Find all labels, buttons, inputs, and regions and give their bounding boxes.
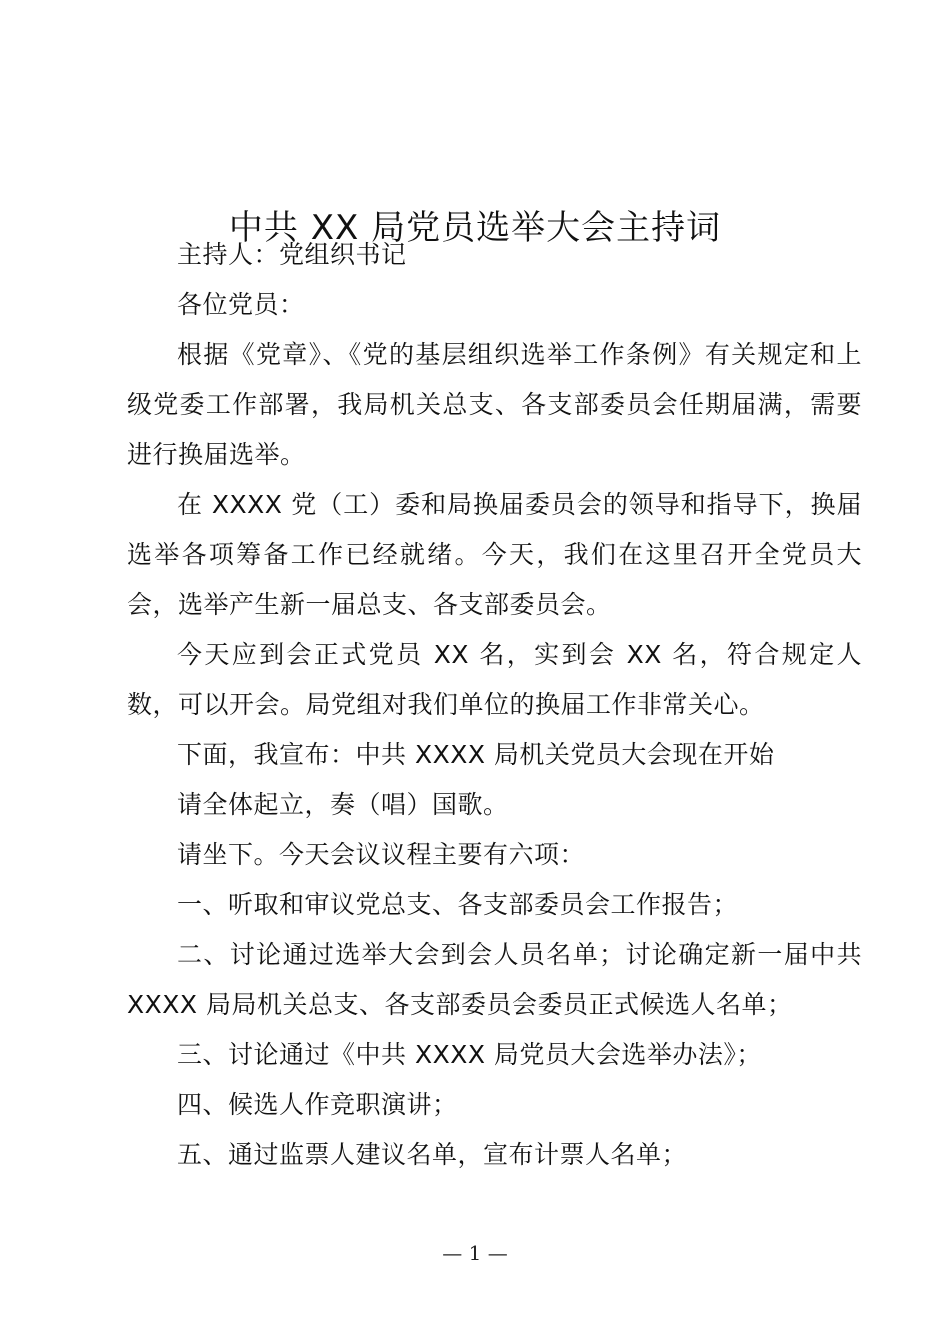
host-line: 主持人：党组织书记: [177, 240, 407, 269]
agenda-item-2: 二、讨论通过选举大会到会人员名单；讨论确定新一届中共 XXXX 局局机关总支、各支部委员会委员正式候选人名单；: [127, 940, 862, 1019]
document-title: 中共 XX 局党员选举大会主持词: [228, 207, 722, 248]
agenda-item-4: 四、候选人作竞职演讲；: [177, 1090, 458, 1119]
page-number: — 1 —: [442, 1241, 508, 1265]
paragraph-agenda-intro: 请坐下。今天会议议程主要有六项：: [177, 840, 586, 869]
paragraph-opening: 下面，我宣布：中共 XXXX 局机关党员大会现在开始: [177, 740, 775, 769]
paragraph-attendance: 今天应到会正式党员 XX 名，实到会 XX 名，符合规定人数，可以开会。局党组对我们单位的换届工作非常关心。: [127, 640, 862, 719]
paragraph-background: 根据《党章》、《党的基层组织选举工作条例》有关规定和上级党委工作部署，我局机关总支、各支部委员会任期届满，需要进行换届选举。: [127, 340, 862, 469]
paragraph-preparation: 在 XXXX 党（工）委和局换届委员会的领导和指导下，换届选举各项筹备工作已经就绪。今天，我们在这里召开全党员大会，选举产生新一届总支、各支部委员会。: [127, 490, 862, 619]
agenda-item-3: 三、讨论通过《中共 XXXX 局党员大会选举办法》；: [177, 1040, 762, 1069]
paragraph-anthem: 请全体起立，奏（唱）国歌。: [177, 790, 509, 819]
salutation: 各位党员：: [177, 290, 305, 319]
agenda-item-5: 五、通过监票人建议名单，宣布计票人名单；: [177, 1140, 688, 1169]
document-body: [127, 230, 862, 1180]
agenda-item-1: 一、听取和审议党总支、各支部委员会工作报告；: [177, 890, 739, 919]
